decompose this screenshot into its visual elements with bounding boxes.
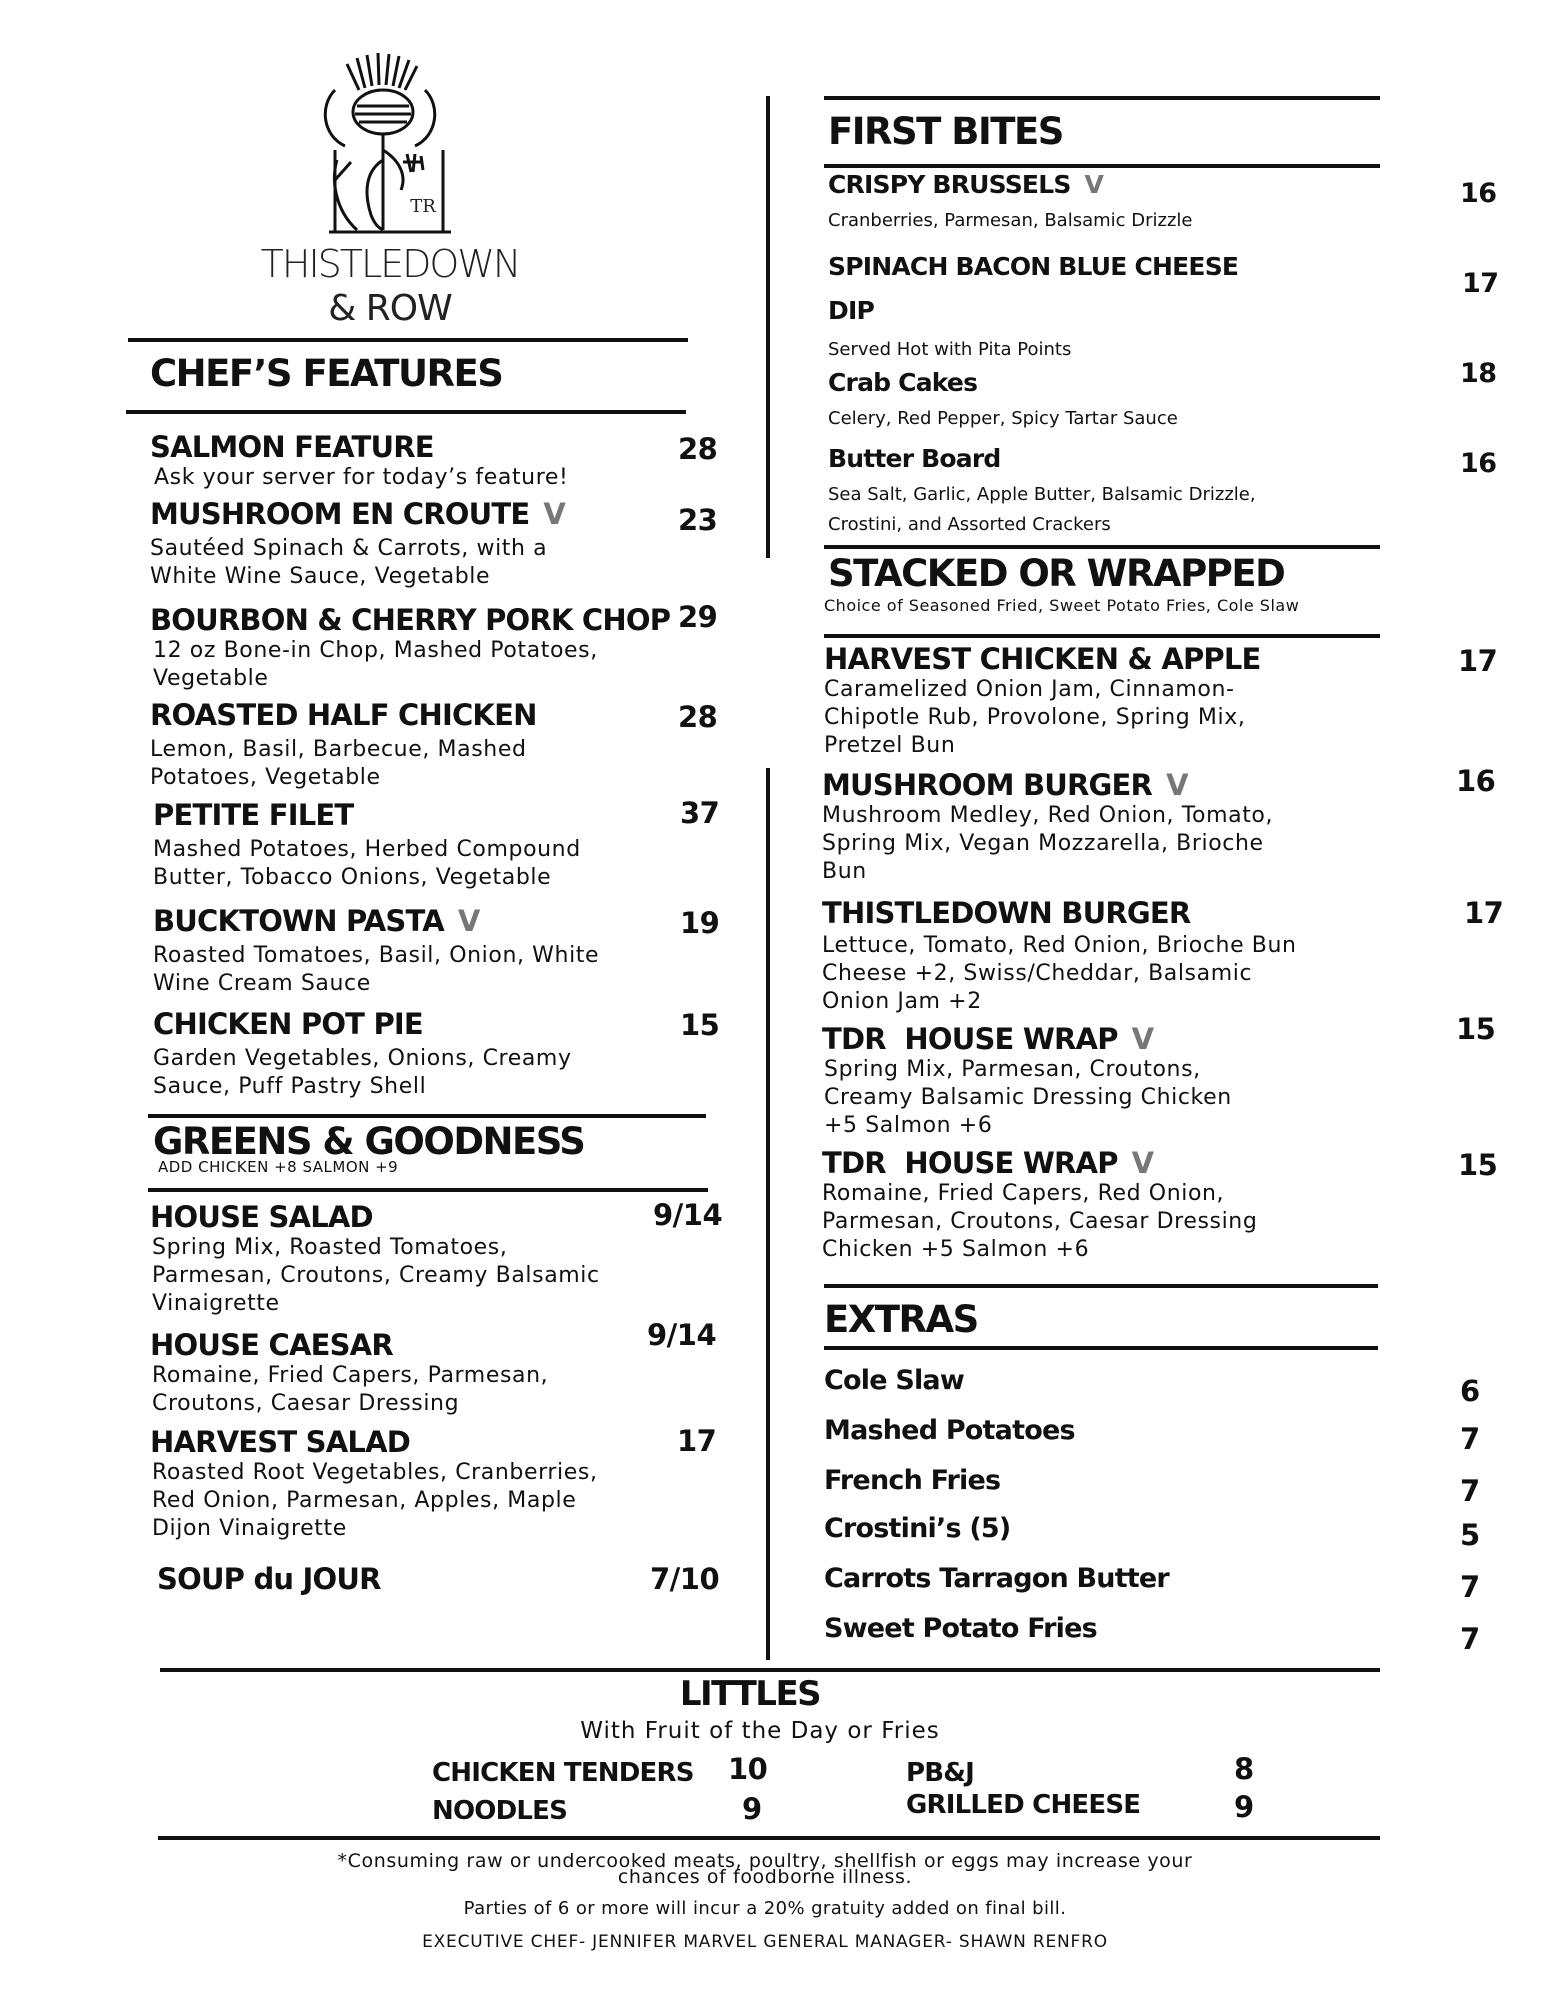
item-name: BUCKTOWN PASTA V (153, 904, 480, 938)
littles-top-rule (160, 1668, 1380, 1672)
item-price: 9 (1234, 1790, 1254, 1824)
extras-item (824, 1364, 964, 1398)
item-price: 9/14 (647, 1318, 717, 1352)
menu-item (822, 896, 1322, 1016)
vegetarian-mark: V (1131, 1022, 1154, 1056)
item-name: MUSHROOM EN CROUTE V (150, 497, 565, 531)
extras-item (824, 1512, 1010, 1546)
greens-title: GREENS & GOODNESS (153, 1120, 585, 1163)
menu-item (150, 1328, 670, 1418)
monogram: TR (410, 196, 436, 217)
item-name: SALMON FEATURE (150, 430, 434, 464)
item-price: 7 (1460, 1422, 1480, 1456)
menu-item (150, 698, 670, 792)
menu-item (822, 1146, 1292, 1264)
item-price: 16 (1456, 764, 1496, 798)
item-price: 7 (1460, 1570, 1480, 1604)
item-name: Crab Cakes (828, 368, 978, 397)
vegetarian-mark: V (457, 904, 480, 938)
item-price: 23 (678, 503, 718, 537)
menu-item (150, 497, 670, 591)
item-name: CHICKEN TENDERS (432, 1758, 694, 1788)
item-desc: Roasted Tomatoes, Basil, Onion, White Wine Cream Sauce (153, 943, 600, 996)
item-desc: Sea Salt, Garlic, Apple Butter, Balsamic Drizzle, Crostini, and Assorted Crackers (828, 484, 1256, 535)
stacked-top-rule (824, 545, 1380, 549)
extras-item (824, 1562, 1169, 1596)
item-name: Butter Board (828, 444, 1001, 473)
item-price: 17 (1462, 268, 1499, 299)
item-name: NOODLES (432, 1796, 568, 1826)
extras-bottom-rule (824, 1346, 1378, 1350)
item-price: 8 (1234, 1752, 1254, 1786)
menu-item (150, 1200, 670, 1318)
item-desc: Spring Mix, Roasted Tomatoes, Parmesan, Croutons, Creamy Balsamic Vinaigrette (152, 1235, 600, 1316)
menu-item (828, 366, 1298, 434)
item-name: CHICKEN POT PIE (153, 1007, 423, 1041)
gratuity-note: Parties of 6 or more will incur a 20% gratuity added on final bill. (463, 1898, 1067, 1919)
littles-item (432, 1756, 694, 1790)
item-name: MUSHROOM BURGER V (822, 768, 1188, 802)
item-price: 7 (1460, 1622, 1480, 1656)
stacked-subtitle: Choice of Seasoned Fried, Sweet Potato Fries, Cole Slaw (824, 596, 1300, 615)
extras-title: EXTRAS (824, 1298, 978, 1341)
food-warning-line1: *Consuming raw or undercooked meats, poultry, shellfish or eggs may increase your (337, 1850, 1193, 1872)
menu-item (824, 642, 1294, 760)
item-desc: 12 oz Bone-in Chop, Mashed Potatoes, Vegetable (153, 638, 598, 691)
menu-item (828, 245, 1248, 365)
vegetarian-mark: V (1131, 1146, 1154, 1180)
item-price: 5 (1460, 1518, 1480, 1552)
item-price: 16 (1460, 448, 1497, 479)
menu-item (153, 1007, 673, 1101)
item-price: 9 (742, 1792, 762, 1826)
chefs-features-title: CHEF’S FEATURES (150, 352, 503, 395)
item-price: 37 (680, 796, 720, 830)
greens-subtitle: ADD CHICKEN +8 SALMON +9 (158, 1158, 399, 1176)
menu-item (822, 768, 1292, 886)
item-name: Cole Slaw (824, 1365, 964, 1396)
item-price: 16 (1460, 178, 1497, 209)
item-desc: Lemon, Basil, Barbecue, Mashed Potatoes, Vegetable (150, 737, 527, 790)
item-price: 28 (678, 700, 718, 734)
first-bites-title: FIRST BITES (828, 110, 1063, 153)
item-price: 29 (678, 600, 718, 634)
item-desc: Romaine, Fried Capers, Red Onion, Parmesan, Croutons, Caesar Dressing Chicken +5 Salmon +6 (822, 1181, 1258, 1262)
item-name: French Fries (824, 1465, 1001, 1496)
item-price: 15 (1458, 1148, 1498, 1182)
item-price: 7/10 (650, 1562, 720, 1596)
item-desc: Celery, Red Pepper, Spicy Tartar Sauce (828, 408, 1178, 429)
item-desc: Mashed Potatoes, Herbed Compound Butter, Tobacco Onions, Vegetable (153, 837, 581, 890)
greens-top-rule (148, 1114, 706, 1118)
menu-item (828, 442, 1298, 540)
item-desc: Ask your server for today’s feature! (154, 465, 569, 490)
item-name: Sweet Potato Fries (824, 1613, 1097, 1644)
item-name: Mashed Potatoes (824, 1415, 1075, 1446)
vegetarian-mark: V (543, 497, 565, 531)
greens-bottom-rule (148, 1188, 708, 1192)
item-name: HOUSE CAESAR (150, 1328, 393, 1362)
item-desc: Garden Vegetables, Onions, Creamy Sauce, Puff Pastry Shell (153, 1046, 572, 1099)
littles-title: LITTLES (679, 1674, 821, 1714)
menu-item (150, 603, 670, 693)
staff-credits: EXECUTIVE CHEF- JENNIFER MARVEL GENERAL MANAGER- SHAWN RENFRO (422, 1932, 1108, 1952)
item-name: THISTLEDOWN BURGER (822, 896, 1191, 930)
item-desc: Served Hot with Pita Points (828, 339, 1072, 360)
item-price: 15 (1456, 1012, 1496, 1046)
item-desc: Roasted Root Vegetables, Cranberries, Red Onion, Parmesan, Apples, Maple Dijon Vinaigrette (152, 1460, 598, 1541)
item-name: HOUSE SALAD (150, 1200, 373, 1234)
item-price: 15 (680, 1008, 720, 1042)
center-divider-upper (766, 96, 770, 558)
chefs-top-rule (128, 338, 688, 342)
food-warning-line2: chances of foodborne illness. (617, 1866, 913, 1888)
item-desc: Mushroom Medley, Red Onion, Tomato, Spring Mix, Vegan Mozzarella, Brioche Bun (822, 803, 1274, 884)
item-price: 17 (677, 1424, 717, 1458)
extras-item (824, 1612, 1097, 1646)
item-name: TDR HOUSE WRAP V (822, 1022, 1154, 1056)
littles-item (432, 1794, 567, 1828)
item-price: 10 (728, 1752, 768, 1786)
extras-item (824, 1464, 1000, 1498)
item-price: 17 (1464, 896, 1504, 930)
item-name: SOUP du JOUR (157, 1562, 381, 1596)
firstbites-top-rule (824, 96, 1380, 100)
menu-item (157, 1562, 657, 1596)
stacked-title: STACKED OR WRAPPED (828, 552, 1285, 595)
item-name: PB&J (906, 1758, 975, 1788)
menu-item (828, 168, 1298, 236)
chefs-bottom-rule (126, 410, 686, 414)
item-price: 6 (1460, 1374, 1480, 1408)
menu-item (153, 798, 673, 892)
menu-item (822, 1022, 1292, 1140)
menu-item (153, 904, 673, 998)
item-price: 7 (1460, 1474, 1480, 1508)
littles-bottom-rule (158, 1836, 1380, 1840)
center-divider-lower (766, 768, 770, 1660)
stacked-bottom-rule (824, 634, 1380, 638)
extras-item (824, 1414, 1075, 1448)
menu-item (150, 1425, 670, 1543)
item-name: PETITE FILET (153, 798, 354, 832)
littles-item (906, 1788, 1140, 1822)
item-desc: Romaine, Fried Capers, Parmesan, Croutons, Caesar Dressing (152, 1363, 549, 1416)
item-price: 9/14 (653, 1198, 723, 1232)
littles-subtitle: With Fruit of the Day or Fries (580, 1718, 940, 1744)
item-price: 19 (680, 906, 720, 940)
thistle-logo-icon (275, 50, 505, 250)
brand-name-line1: THISTLEDOWN (260, 242, 520, 286)
vegetarian-mark: V (1084, 170, 1104, 199)
item-desc: Cranberries, Parmesan, Balsamic Drizzle (828, 210, 1193, 231)
item-name: TDR HOUSE WRAP V (822, 1146, 1154, 1180)
vegetarian-mark: V (1166, 768, 1188, 802)
item-price: 28 (678, 432, 718, 466)
item-price: 17 (1458, 644, 1498, 678)
item-name: Crostini’s (5) (824, 1513, 1011, 1544)
item-name: HARVEST SALAD (150, 1425, 410, 1459)
littles-item (906, 1756, 974, 1790)
item-name: BOURBON & CHERRY PORK CHOP (150, 603, 671, 637)
item-name: GRILLED CHEESE (906, 1790, 1141, 1820)
item-name: CRISPY BRUSSELS V (828, 170, 1104, 199)
item-desc: Sautéed Spinach & Carrots, with a White Wine Sauce, Vegetable (150, 536, 548, 589)
brand-name-line2: & ROW (328, 288, 452, 329)
item-name: Carrots Tarragon Butter (824, 1563, 1169, 1594)
item-desc: Spring Mix, Parmesan, Croutons, Creamy Balsamic Dressing Chicken +5 Salmon +6 (824, 1057, 1232, 1138)
item-name: ROASTED HALF CHICKEN (150, 698, 537, 732)
brand-logo (260, 50, 520, 340)
extras-top-rule (824, 1284, 1378, 1288)
item-desc: Caramelized Onion Jam, Cinnamon-Chipotle Rub, Provolone, Spring Mix, Pretzel Bun (824, 677, 1246, 758)
item-name: SPINACH BACON BLUE CHEESE DIP (828, 252, 1239, 325)
item-price: 18 (1460, 358, 1497, 389)
item-name: HARVEST CHICKEN & APPLE (824, 642, 1261, 676)
item-desc: Lettuce, Tomato, Red Onion, Brioche Bun Cheese +2, Swiss/Cheddar, Balsamic Onion Jam +2 (822, 933, 1297, 1014)
menu-item (150, 430, 670, 492)
